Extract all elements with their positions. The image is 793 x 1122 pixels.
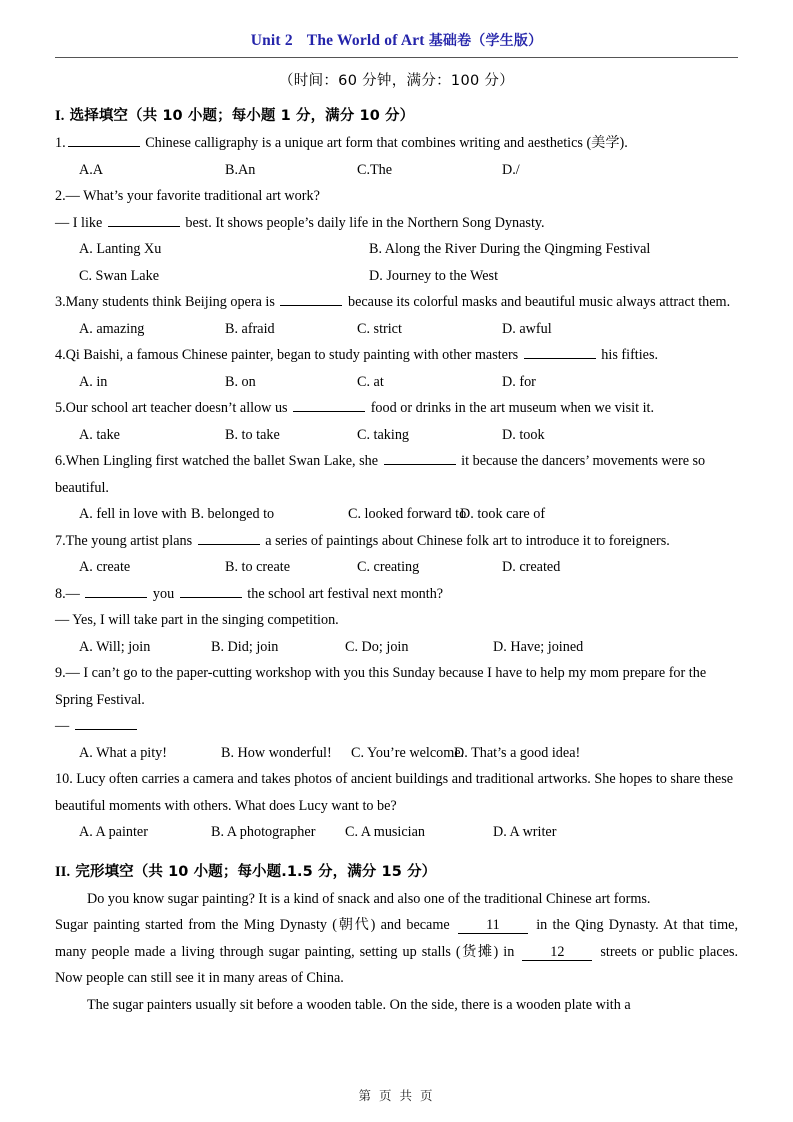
question-10 [55, 766, 738, 846]
question-5-text-a: 5.Our school art teacher doesn’t allow us [55, 400, 288, 416]
answer-blank[interactable] [180, 584, 242, 598]
section-1-label: 选择填空（共 10 小题；每小题 1 分，满分 10 分） [69, 108, 415, 124]
question-9-answer-line [55, 713, 738, 740]
option-a[interactable]: A.A [79, 161, 104, 178]
option-b[interactable]: B. on [225, 373, 256, 390]
question-6-options [55, 501, 738, 528]
question-3-text-b: because its colorful masks and beautiful music always attract them. [347, 294, 731, 310]
page-footer: 第 页 共 页 [358, 1088, 435, 1103]
option-b[interactable]: B. Along the River During the Qingming Festival [369, 241, 651, 257]
question-6-text-a: 6.When Lingling first watched the ballet Swan Lake, she [55, 453, 379, 469]
question-2-text-b: best. It shows people’s daily life in the Northern Song Dynasty. [185, 214, 545, 231]
option-d[interactable]: D. awful [502, 320, 552, 337]
question-10-stem: 10. Lucy often carries a camera and takes photos of ancient buildings and traditional artworks. She hopes to share these beautiful moments with others. What does Lucy want to be? [55, 771, 734, 814]
question-7-stem [55, 528, 738, 555]
option-b[interactable]: B. A photographer [211, 824, 316, 840]
question-9-options [55, 740, 738, 767]
answer-blank[interactable] [293, 398, 365, 412]
question-2-options-row-2 [55, 263, 738, 290]
question-8-line-2: — Yes, I will take part in the singing competition. [55, 612, 339, 628]
option-c[interactable]: C. strict [357, 320, 402, 337]
cloze-text-b: in the Qing Dynasty. At that time, many people made a living through sugar painting, setting up stalls (货摊) in [55, 917, 738, 960]
answer-blank[interactable] [68, 133, 140, 147]
option-c[interactable]: C. Swan Lake [79, 267, 159, 284]
option-d[interactable]: D. took care of [460, 506, 546, 522]
cloze-paragraph-3: The sugar painters usually sit before a wooden table. On the side, there is a wooden plate with a [87, 996, 631, 1013]
question-1 [55, 130, 738, 183]
question-4-options [55, 369, 738, 396]
option-a[interactable]: A. Will; join [79, 638, 151, 655]
question-7-text-a: 7.The young artist plans [55, 532, 193, 549]
option-d[interactable]: D. created [502, 559, 561, 575]
cloze-text-c: streets or public places. Now people can still see it in many areas of China. [55, 943, 739, 986]
exam-meta: （时间：60 分钟，满分：100 分） [278, 73, 515, 89]
question-7-text-b: a series of paintings about Chinese folk art to introduce it to foreigners. [265, 532, 670, 549]
question-5-options [55, 422, 738, 449]
question-1-number: 1. [55, 135, 66, 151]
title-chinese: 基础卷（学生版） [428, 33, 543, 49]
question-7 [55, 528, 738, 581]
option-d[interactable]: D. Have; joined [493, 638, 584, 655]
question-1-options [55, 157, 738, 184]
option-b[interactable]: B. How wonderful! [221, 744, 332, 761]
answer-blank[interactable] [280, 292, 342, 306]
section-1-roman: I. [55, 108, 65, 124]
title-english: The World of Art [306, 32, 425, 49]
section-heading-1 [55, 104, 738, 125]
question-7-options [55, 554, 738, 581]
option-a[interactable]: A. create [79, 559, 131, 575]
option-a[interactable]: A. Lanting Xu [79, 241, 162, 257]
option-c[interactable]: C. taking [357, 426, 410, 443]
option-c[interactable]: C. Do; join [345, 638, 409, 655]
question-4-stem [55, 342, 738, 369]
question-2-line-1: 2.— What’s your favorite traditional art work? [55, 188, 320, 204]
question-10-options [55, 819, 738, 846]
question-4-text-b: his fifties. [601, 347, 659, 363]
option-c[interactable]: C.The [357, 161, 393, 178]
option-c[interactable]: C. A musician [345, 824, 426, 840]
header-divider [55, 57, 738, 58]
option-d[interactable]: D. took [502, 426, 545, 443]
answer-blank[interactable] [524, 345, 596, 359]
question-3 [55, 289, 738, 342]
option-d[interactable]: D. A writer [493, 824, 557, 840]
question-6-stem [55, 448, 738, 501]
question-5-stem [55, 395, 738, 422]
cloze-text-a: Sugar painting started from the Ming Dynasty (朝代) and became [55, 917, 450, 933]
question-8-options [55, 634, 738, 661]
question-6-text-b: it because the dancers’ movements were so beautiful. [55, 453, 706, 496]
question-2-options-row-1 [55, 236, 738, 263]
question-2 [55, 183, 738, 289]
cloze-blank-12[interactable]: 12 [522, 944, 592, 961]
question-8 [55, 581, 738, 661]
answer-blank[interactable] [384, 451, 456, 465]
option-c[interactable]: C. You’re welcome. [351, 744, 465, 761]
cloze-blank-11[interactable]: 11 [458, 917, 528, 934]
answer-blank[interactable] [198, 531, 260, 545]
option-c[interactable]: C. looked forward to [348, 506, 467, 522]
question-3-options [55, 316, 738, 343]
option-b[interactable]: B. afraid [225, 320, 275, 337]
option-d[interactable]: D. Journey to the West [369, 267, 499, 284]
question-3-stem [55, 289, 738, 316]
option-a[interactable]: A. fell in love with [79, 506, 187, 522]
question-3-text-a: 3.Many students think Beijing opera is [55, 294, 275, 310]
question-2-line-2 [55, 210, 738, 237]
answer-blank[interactable] [85, 584, 147, 598]
question-8-text-b: you [152, 585, 175, 602]
answer-blank[interactable] [75, 716, 137, 730]
question-4 [55, 342, 738, 395]
option-d[interactable]: D. for [502, 373, 536, 390]
option-b[interactable]: B.An [225, 161, 256, 178]
option-b[interactable]: B. to take [225, 426, 280, 443]
option-b[interactable]: B. Did; join [211, 638, 279, 655]
answer-blank[interactable] [108, 213, 180, 227]
cloze-paragraph-1: Do you know sugar painting? It is a kind of snack and also one of the traditional Chinese art forms. [87, 890, 651, 907]
title-unit: Unit 2 [250, 32, 293, 49]
question-1-stem [55, 130, 738, 157]
question-2-text-a: — I like [55, 214, 103, 231]
question-5-text-b: food or drinks in the art museum when we visit it. [370, 400, 655, 416]
question-8-text-c: the school art festival next month? [247, 585, 444, 602]
section-heading-2 [55, 860, 738, 881]
option-b[interactable]: B. belonged to [191, 506, 275, 522]
option-c[interactable]: C. at [357, 373, 384, 390]
question-9-dash: — [55, 718, 70, 734]
question-1-text: Chinese calligraphy is a unique art form that combines writing and aesthetics (美学). [145, 135, 628, 151]
question-8-number: 8.— [55, 585, 80, 602]
option-a[interactable]: A. in [79, 373, 108, 390]
question-9-line-1: 9.— I can’t go to the paper-cutting workshop with you this Sunday because I have to help my mom prepare for the Spring Festival. [55, 665, 707, 708]
section-2-roman: II. [55, 863, 71, 880]
option-a[interactable]: A. A painter [79, 824, 148, 840]
option-d[interactable]: D. That’s a good idea! [454, 744, 581, 761]
option-c[interactable]: C. creating [357, 559, 420, 575]
option-b[interactable]: B. to create [225, 559, 290, 575]
option-d[interactable]: D./ [502, 161, 520, 178]
option-a[interactable]: A. amazing [79, 320, 145, 337]
question-6 [55, 448, 738, 528]
question-4-text-a: 4.Qi Baishi, a famous Chinese painter, began to study painting with other masters [55, 347, 519, 363]
question-5 [55, 395, 738, 448]
question-9 [55, 660, 738, 766]
option-a[interactable]: A. take [79, 426, 120, 443]
cloze-paragraph-2 [55, 912, 738, 992]
page-title [55, 0, 738, 50]
question-8-line-1 [55, 581, 738, 608]
option-a[interactable]: A. What a pity! [79, 744, 167, 761]
section-2-label: 完形填空（共 10 小题；每小题.1.5 分，满分 15 分） [75, 863, 437, 880]
